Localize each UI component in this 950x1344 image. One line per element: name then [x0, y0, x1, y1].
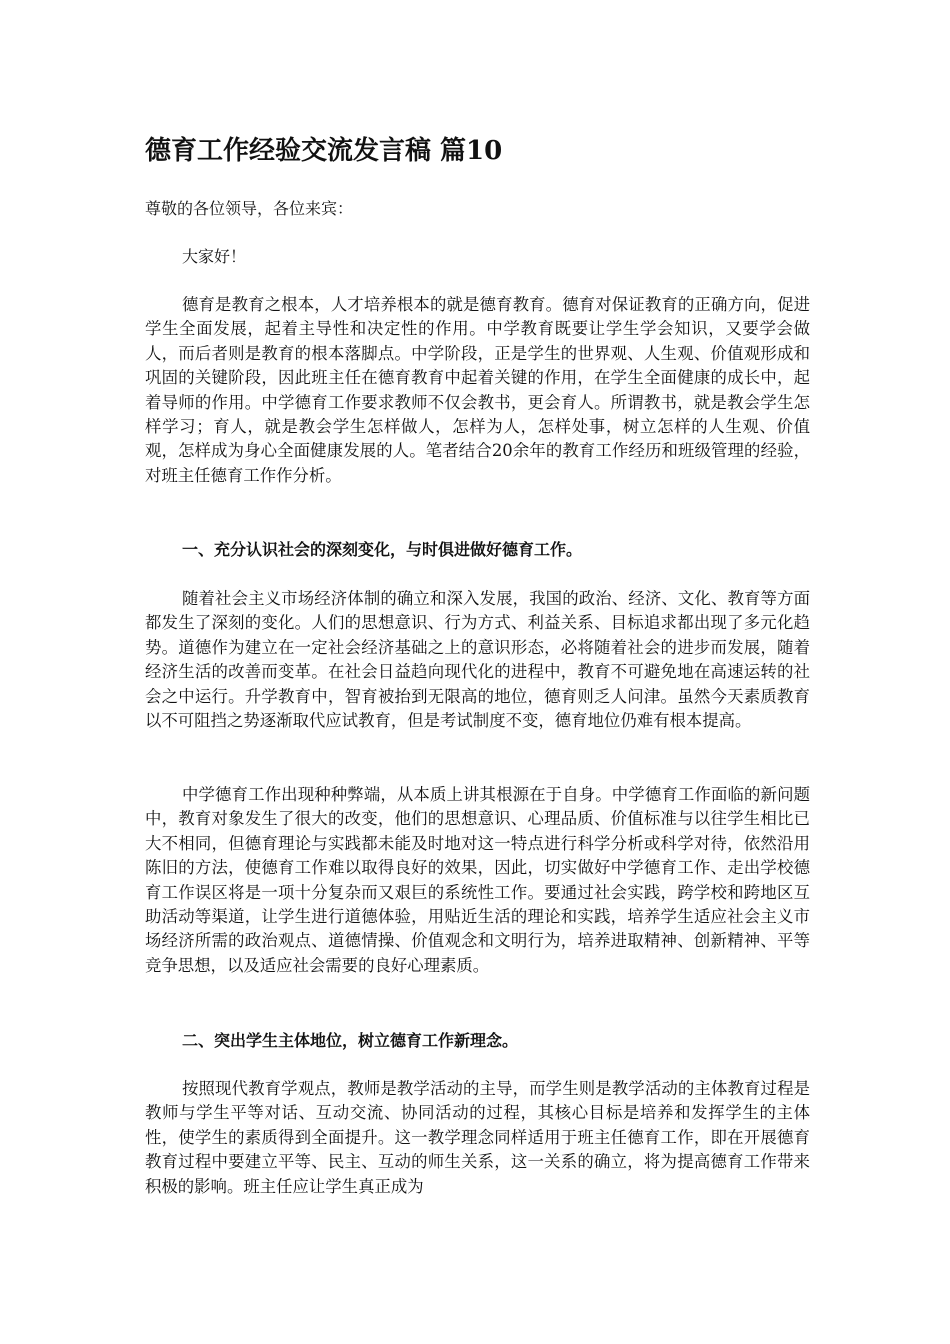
paragraph-section-1b: 中学德育工作出现种种弊端，从本质上讲其根源在于自身。中学德育工作面临的新问题中，教育对象发生了很大的改变，他们的思想意识、心理品质、价值标准与以往学生相比已大不相同，但德育理论与实践都未能及时地对这一特点进行科学分析或科学对待，依然沿用陈旧的方法，使德育工作难以取得良好的效果，因此，切实做好中学德育工作、走出学校德育工作误区将是一项十分复杂而又艰巨的系统性工作。要通过社会实践，跨学校和跨地区互助活动等渠道，让学生进行道德体验，用贴近生活的理论和实践，培养学生适应社会主义市场经济所需的政治观点、道德情操、价值观念和文明行为，培养进取精神、创新精神、平等竞争思想，以及适应社会需要的良好心理素质。 — [145, 785, 810, 975]
section-heading-2: 二、突出学生主体地位，树立德育工作新理念。 — [182, 1031, 519, 1050]
paragraph-section-2a: 按照现代教育学观点，教师是教学活动的主导，而学生则是教学活动的主体教育过程是教师与学生平等对话、互动交流、协同活动的过程，其核心目标是培养和发挥学生的主体性，使学生的素质得到全面提升。这一教学理念同样适用于班主任德育工作，即在开展德育教育过程中要建立平等、民主、互动的师生关系，这一关系的确立，将为提高德育工作带来积极的影响。班主任应让学生真正成为 — [145, 1079, 810, 1196]
salutation: 尊敬的各位领导，各位来宾： — [145, 199, 354, 218]
greeting: 大家好！ — [182, 247, 247, 266]
paragraph-section-1a: 随着社会主义市场经济体制的确立和深入发展，我国的政治、经济、文化、教育等方面都发生了深刻的变化。人们的思想意识、行为方式、利益关系、目标追求都出现了多元化趋势。道德作为建立在一定社会经济基础之上的意识形态，必将随着社会的进步而发展，随着经济生活的改善而变革。在社会日益趋向现代化的进程中，教育不可避免地在高速运转的社会之中运行。升学教育中，智育被抬到无限高的地位，德育则乏人问津。虽然今天素质教育以不可阻挡之势逐渐取代应试教育，但是考试制度不变，德育地位仍难有根本提高。 — [145, 589, 810, 731]
document-title: 德育工作经验交流发言稿 篇10 — [145, 136, 503, 166]
section-heading-1: 一、充分认识社会的深刻变化，与时俱进做好德育工作。 — [182, 540, 583, 559]
paragraph-intro: 德育是教育之根本，人才培养根本的就是德育教育。德育对保证教育的正确方向，促进学生全面发展，起着主导性和决定性的作用。中学教育既要让学生学会知识，又要学会做人，而后者则是教育的根本落脚点。中学阶段，正是学生的世界观、人生观、价值观形成和巩固的关键阶段，因此班主任在德育教育中起着关键的作用，在学生全面健康的成长中，起着导师的作用。中学德育工作要求教师不仅会教书，更会育人。所谓教书，就是教会学生怎样学习；育人，就是教会学生怎样做人，怎样为人，怎样处事，树立怎样的人生观、价值观，怎样成为身心全面健康发展的人。笔者结合20余年的教育工作经历和班级管理的经验，对班主任德育工作作分析。 — [145, 295, 810, 485]
